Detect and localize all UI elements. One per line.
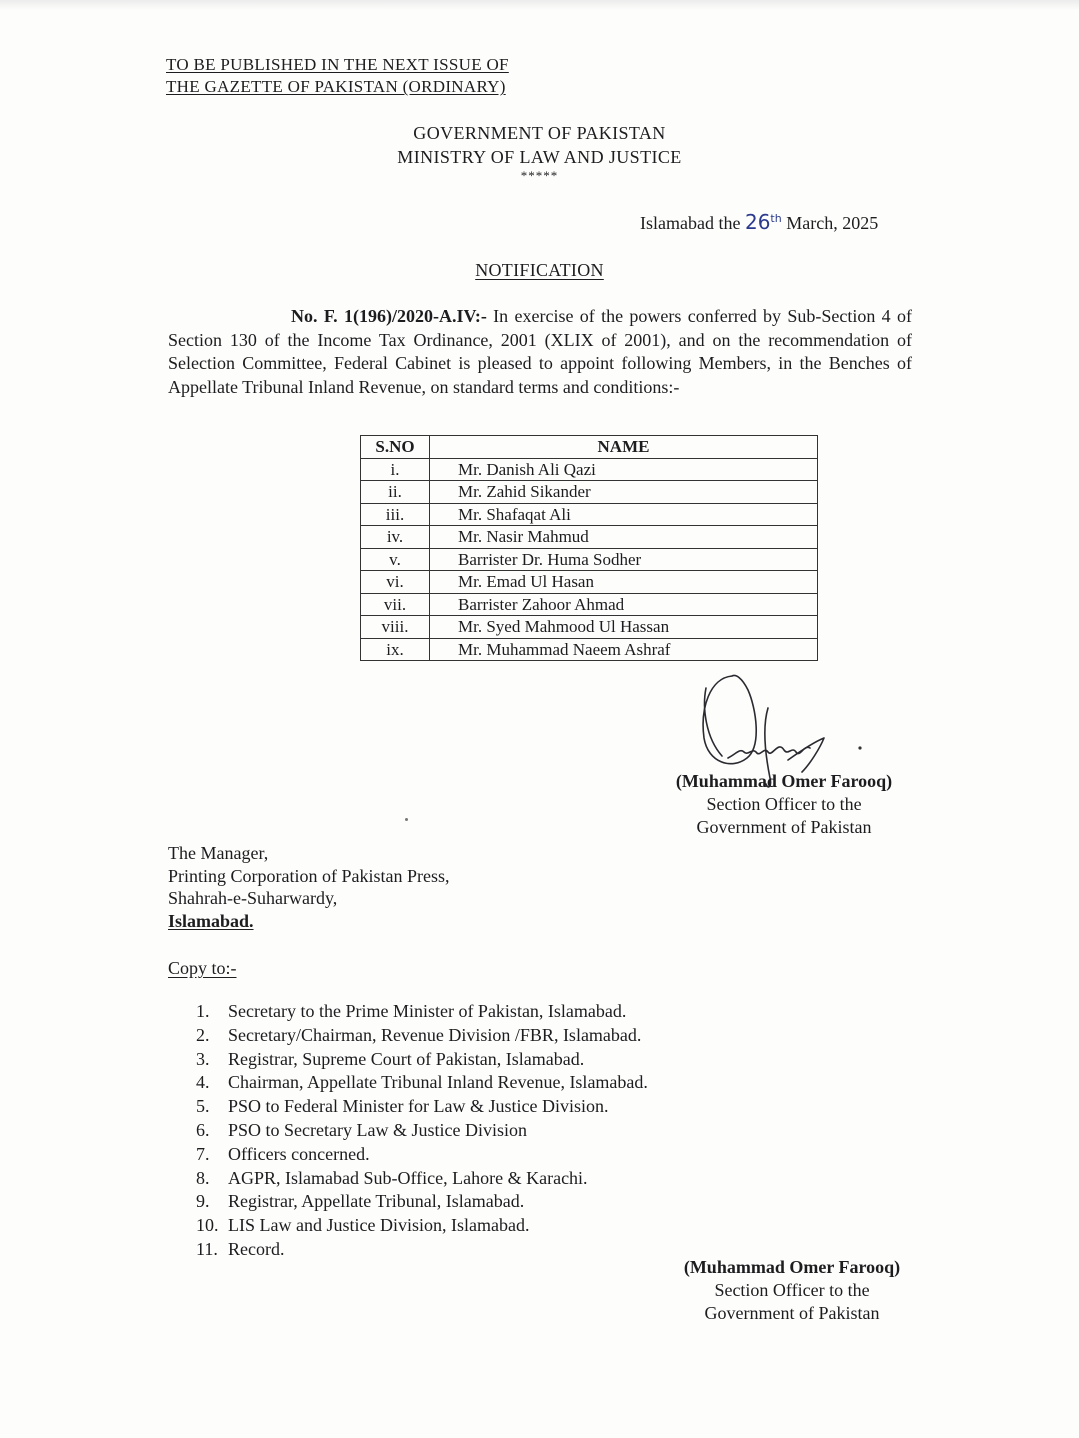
date-prefix: Islamabad the bbox=[640, 213, 741, 233]
list-item-text: PSO to Secretary Law & Justice Division bbox=[228, 1119, 527, 1140]
list-item bbox=[196, 1167, 648, 1191]
row-name: Mr. Emad Ul Hasan bbox=[430, 571, 818, 594]
row-name: Mr. Nasir Mahmud bbox=[430, 526, 818, 549]
row-name: Barrister Dr. Huma Sodher bbox=[430, 548, 818, 571]
row-sno: ix. bbox=[361, 638, 430, 661]
row-sno: iv. bbox=[361, 526, 430, 549]
list-item bbox=[196, 1048, 648, 1072]
list-item-text: LIS Law and Justice Division, Islamabad. bbox=[228, 1215, 530, 1236]
row-name: Mr. Syed Mahmood Ul Hassan bbox=[430, 616, 818, 639]
row-name: Mr. Zahid Sikander bbox=[430, 481, 818, 504]
signatory-name: (Muhammad Omer Farooq) bbox=[675, 771, 893, 791]
addressee-line-2: Printing Corporation of Pakistan Press, bbox=[168, 865, 450, 886]
row-name: Barrister Zahoor Ahmad bbox=[430, 593, 818, 616]
list-item-number: 9. bbox=[196, 1191, 210, 1212]
list-item-number: 4. bbox=[196, 1072, 210, 1093]
letterhead-government: GOVERNMENT OF PAKISTAN bbox=[413, 123, 666, 143]
addressee-line-4: Islamabad. bbox=[168, 910, 254, 931]
signatory-organization: Government of Pakistan bbox=[704, 1303, 880, 1323]
row-sno: vii. bbox=[361, 593, 430, 616]
gazette-line-1: TO BE PUBLISHED IN THE NEXT ISSUE OF bbox=[166, 55, 509, 74]
table-row bbox=[361, 526, 818, 549]
list-item bbox=[196, 1024, 648, 1048]
row-name: Mr. Danish Ali Qazi bbox=[430, 458, 818, 481]
table-row bbox=[361, 481, 818, 504]
table-row bbox=[361, 458, 818, 481]
scan-speck bbox=[405, 818, 408, 821]
list-item-number: 7. bbox=[196, 1143, 210, 1164]
list-item bbox=[196, 1238, 648, 1262]
row-sno: iii. bbox=[361, 503, 430, 526]
row-sno: i. bbox=[361, 458, 430, 481]
list-item-number: 10. bbox=[196, 1215, 219, 1236]
table-row bbox=[361, 548, 818, 571]
gazette-header bbox=[166, 54, 509, 98]
list-item bbox=[196, 1143, 648, 1167]
table-row bbox=[361, 616, 818, 639]
table-row bbox=[361, 571, 818, 594]
scan-edge bbox=[0, 0, 1079, 10]
copy-to-list bbox=[196, 1000, 648, 1262]
list-item-number: 1. bbox=[196, 1001, 210, 1021]
list-item-text: Registrar, Appellate Tribunal, Islamabad. bbox=[228, 1191, 525, 1212]
header-name: NAME bbox=[430, 436, 818, 459]
letterhead-separator: ***** bbox=[520, 168, 559, 183]
reference-number: No. F. 1(196)/2020-A.IV:- bbox=[291, 306, 487, 326]
date-day-handwritten: 26 bbox=[744, 210, 771, 234]
signatory-name: (Muhammad Omer Farooq) bbox=[683, 1257, 901, 1277]
header-sno: S.NO bbox=[361, 436, 430, 459]
row-name: Mr. Muhammad Naeem Ashraf bbox=[430, 638, 818, 661]
list-item-text: Secretary/Chairman, Revenue Division /FBR, Islamabad. bbox=[228, 1024, 642, 1045]
notification-text: In exercise of the powers conferred by Sub-Section 4 of Section 130 of the Income Tax Ordinance, 2001 (XLIX of 2001), and on the recommendation of Selection Committee, Federal Cabinet is pleased to appoint following Members, in the Benches of Appellate Tribunal Inland Revenue, on standard terms and conditions:- bbox=[168, 306, 912, 397]
list-item-number: 11. bbox=[196, 1238, 218, 1259]
row-name: Mr. Shafaqat Ali bbox=[430, 503, 818, 526]
date-month-year: March, 2025 bbox=[786, 213, 879, 233]
date-day-suffix: th bbox=[770, 212, 782, 225]
copy-to-title: Copy to:- bbox=[168, 958, 237, 978]
row-sno: ii. bbox=[361, 481, 430, 504]
table-row bbox=[361, 503, 818, 526]
gazette-line-2: THE GAZETTE OF PAKISTAN (ORDINARY) bbox=[166, 77, 506, 96]
list-item-text: Registrar, Supreme Court of Pakistan, Islamabad. bbox=[228, 1048, 585, 1069]
table-row bbox=[361, 593, 818, 616]
signatory-designation: Section Officer to the bbox=[706, 794, 862, 814]
list-item-text: Chairman, Appellate Tribunal Inland Revenue, Islamabad. bbox=[228, 1072, 648, 1093]
notification-title: NOTIFICATION bbox=[475, 260, 604, 280]
list-item bbox=[196, 1071, 648, 1095]
list-item bbox=[196, 1190, 648, 1214]
list-item-text: Record. bbox=[228, 1238, 285, 1259]
list-item-number: 3. bbox=[196, 1048, 210, 1069]
table-row bbox=[361, 638, 818, 661]
list-item bbox=[196, 1214, 648, 1238]
addressee-line-3: Shahrah-e-Suharwardy, bbox=[168, 888, 338, 908]
list-item-text: Officers concerned. bbox=[228, 1143, 370, 1164]
signatory-organization: Government of Pakistan bbox=[696, 817, 872, 837]
list-item-text: Secretary to the Prime Minister of Pakistan, Islamabad. bbox=[228, 1001, 627, 1021]
list-item-number: 6. bbox=[196, 1119, 210, 1140]
members-table bbox=[360, 435, 818, 661]
signatory-block-1 bbox=[660, 770, 908, 839]
row-sno: vi. bbox=[361, 571, 430, 594]
list-item bbox=[196, 1095, 648, 1119]
list-item-number: 2. bbox=[196, 1024, 210, 1045]
date-line bbox=[640, 210, 878, 234]
list-item bbox=[196, 1000, 648, 1024]
list-item-number: 5. bbox=[196, 1096, 210, 1117]
row-sno: viii. bbox=[361, 616, 430, 639]
list-item-text: AGPR, Islamabad Sub-Office, Lahore & Karachi. bbox=[228, 1167, 588, 1188]
signatory-designation: Section Officer to the bbox=[714, 1280, 870, 1300]
letterhead-ministry: MINISTRY OF LAW AND JUSTICE bbox=[397, 147, 682, 167]
list-item bbox=[196, 1119, 648, 1143]
table-header-row bbox=[361, 436, 818, 459]
addressee-line-1: The Manager, bbox=[168, 843, 269, 863]
addressee-block bbox=[168, 842, 450, 932]
list-item-number: 8. bbox=[196, 1167, 210, 1188]
notification-body bbox=[168, 305, 912, 399]
signatory-block-2 bbox=[668, 1256, 916, 1325]
row-sno: v. bbox=[361, 548, 430, 571]
list-item-text: PSO to Federal Minister for Law & Justice Division. bbox=[228, 1096, 609, 1117]
